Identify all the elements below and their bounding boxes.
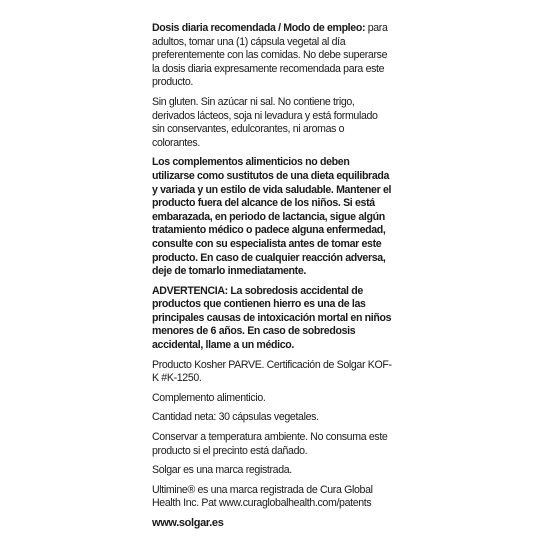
solgar-trademark: Solgar es una marca registrada. <box>152 464 292 477</box>
dosage-text: para adultos, tomar una (1) cápsula vegetal al día preferentemente con las comidas. No debe superarse la dosis diaria expresamente recomendada para este producto. <box>152 22 388 89</box>
kosher-certification: Producto Kosher PARVE. Certificación de Solgar KOF-K #K-1250. <box>152 358 392 385</box>
product-label-text <box>152 22 392 537</box>
dosage-paragraph <box>152 22 392 90</box>
storage-instructions: Conservar a temperatura ambiente. No consuma este producto si el precinto está dañado. <box>152 431 388 457</box>
iron-warning: ADVERTENCIA: La sobredosis accidental de productos que contienen hierro es una de las principales causas de intoxicación mortal en niños menores de 6 años. En caso de sobredosis accidental, llame a un médico. <box>152 284 392 352</box>
net-quantity: Cantidad neta: 30 cápsulas vegetales. <box>152 411 319 424</box>
website-link[interactable]: www.solgar.es <box>152 517 224 529</box>
free-from-paragraph: Sin gluten. Sin azúcar ni sal. No contiene trigo, derivados lácteos, soja ni levadura y está formulado sin conservantes, edulcorantes, ni aromas o colorantes. <box>152 95 378 149</box>
ultimine-trademark: Ultimine® es una marca registrada de Cura Global Health Inc. Pat www.curaglobalhealth.com/patents <box>152 483 373 510</box>
dosage-heading: Dosis diaria recomendada / Modo de empleo: <box>152 22 366 34</box>
product-category: Complemento alimenticio. <box>152 391 266 404</box>
general-warning: Los complementos alimenticios no deben utilizarse como sustitutos de una dieta equilibrada y variada y un estilo de vida saludable. Mantener el producto fuera del alcance de los niños. Si está embarazada, en periodo de lactancia, sigue algún tratamiento médico o padece alguna enfermedad, consulte con su especialista antes de tomar este producto. En caso de cualquier reacción adversa, deje de tomarlo inmediatamente. <box>152 156 392 278</box>
